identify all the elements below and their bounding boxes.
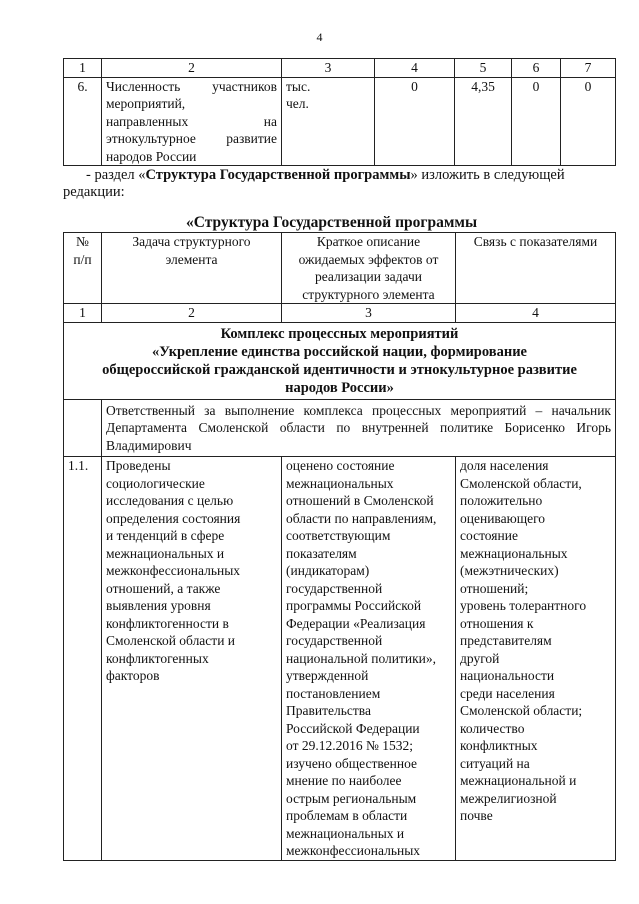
column-numbers-row: [64, 304, 616, 323]
header-cell: 5: [455, 59, 512, 78]
header-cell: 7: [561, 59, 616, 78]
column-number: 3: [282, 304, 456, 323]
value-cell: 0: [512, 77, 561, 166]
table-row: [64, 77, 616, 166]
instruction-text: [86, 166, 616, 184]
column-number: 2: [102, 304, 282, 323]
unit-line: тыс.: [286, 78, 311, 94]
value-cell: 4,35: [455, 77, 512, 166]
complex-title: Комплекс процессных мероприятий «Укрепление единства российской нации, формирование общероссийской гражданской идентичности и этнокультурное развитие народов России»: [64, 322, 616, 399]
instruction-suffix: » изложить в следующей: [410, 167, 565, 183]
unit-line: чел.: [286, 96, 309, 111]
table-row: [64, 457, 616, 861]
row-number: 1.1.: [64, 457, 102, 861]
instruction-prefix: - раздел «: [86, 167, 146, 183]
empty-cell: [64, 399, 102, 457]
value-cell: 0: [375, 77, 455, 166]
complex-title-row: [64, 322, 616, 399]
structure-table: [63, 232, 616, 861]
indicator-name-line: этнокультурное развитие: [106, 131, 277, 146]
header-cell: 3: [282, 59, 375, 78]
row-number: 6.: [64, 77, 102, 166]
indicators-table-fragment: [63, 58, 616, 166]
instruction-bold: Структура Государственной программы: [145, 167, 411, 183]
header-cell: 6: [512, 59, 561, 78]
header-cell: 4: [375, 59, 455, 78]
indicator-name-line: Численность участников: [106, 78, 277, 94]
column-number: 1: [64, 304, 102, 323]
structure-title: «Структура Государственной программы: [186, 214, 478, 231]
indicator-name-line: народов России: [106, 148, 197, 164]
header-indicators: Связь с показателями: [456, 233, 616, 304]
task-cell: Проведены социологические исследования с целью определения состояния и тенденций в сфере межнациональных и межконфессиональных отношений, а также выявления уровня конфликтогенности в Смоленской области и конфликтогенных факторов: [102, 457, 282, 861]
indicator-name-line: мероприятий,: [106, 96, 186, 111]
unit-cell: [282, 77, 375, 166]
header-effects: Краткое описание ожидаемых эффектов от реализации задачи структурного элемента: [282, 233, 456, 304]
header-number: № п/п: [64, 233, 102, 304]
header-cell: 2: [102, 59, 282, 78]
page-number: 4: [316, 30, 323, 44]
instruction-line2: редакции:: [63, 184, 125, 200]
indicators-cell: доля населения Смоленской области, положительно оценивающего состояние межнациональных (межэтнических) отношений; уровень толерантного отношения к представителям другой национальности среди населения Смоленской области; количество конфликтных ситуаций на межнациональной и межрелигиозной почве: [456, 457, 616, 861]
header-cell: 1: [64, 59, 102, 78]
indicator-name-line: направленных на: [106, 113, 277, 129]
table-header-row: [64, 233, 616, 304]
table-header-row: [64, 59, 616, 78]
column-number: 4: [456, 304, 616, 323]
indicator-name: [102, 77, 282, 166]
header-task: Задача структурного элемента: [102, 233, 282, 304]
effects-cell: оценено состояние межнациональных отношений в Смоленской области по направлениям, соответствующим показателям (индикаторам) государственной программы Российской Федерации «Реализация государственной национальной политики», утвержденной постановлением Правительства Российской Федерации от 29.12.2016 № 1532; изучено общественное мнение по наиболее острым региональным проблемам в области межнациональных и межконфессиональных: [282, 457, 456, 861]
value-cell: 0: [561, 77, 616, 166]
responsible-text: Ответственный за выполнение комплекса процессных мероприятий – начальник Департамента Смоленской области по внутренней политике Борисенко Игорь Владимирович: [102, 399, 616, 457]
responsible-row: [64, 399, 616, 457]
